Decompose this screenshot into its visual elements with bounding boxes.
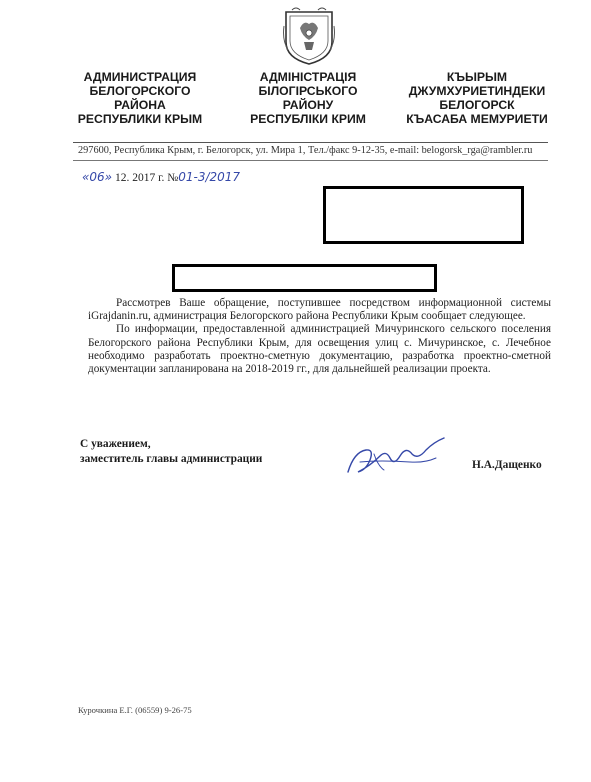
signer-name: Н.А.Дащенко <box>472 459 542 471</box>
header-right: КЪЫРЫМ ДЖУМХУРИЕТИНДЕКИ БЕЛОГОРСК КЪАСАБА МЕМУРИЕТИ <box>406 70 548 126</box>
signature-icon <box>340 432 450 482</box>
closing-regards: С уважением, <box>80 438 151 450</box>
body-paragraph: По информации, предоставленной администрацией Мичуринского сельского поселения Белогорского района Республики Крым, для освещения улиц с. Мичуринское, с. Лечебное необходимо разработать проектно-сметную документацию, разработка проектно-сметной документации запланирована на 2018-2019 гг., для дальнейшей реализации проекта. <box>88 323 551 376</box>
header-left: АДМИНИСТРАЦИЯ БЕЛОГОРСКОГО РАЙОНА РЕСПУБЛИКИ КРЫМ <box>77 70 203 126</box>
closing-block <box>80 437 262 467</box>
letter-body <box>88 297 551 376</box>
date-line <box>82 170 240 184</box>
header-divider-bottom <box>73 160 548 161</box>
executor-footer: Курочкина Е.Г. (06559) 9-26-75 <box>78 705 192 715</box>
header-divider-top <box>73 142 548 143</box>
document-number: 01-3/2017 <box>178 170 241 184</box>
body-paragraph: Рассмотрев Ваше обращение, поступившее посредством информационной системы iGrajdanin.ru, администрация Белогорского района Республики Крым сообщает следующее. <box>88 297 551 323</box>
redacted-salutation-box <box>172 264 437 292</box>
crimea-coat-of-arms-icon <box>282 6 336 66</box>
header-middle: АДМIНIСТРАЦIЯ БIЛОГIРСЬКОГО РАЙОНУ РЕСПУБЛIКИ КРИМ <box>250 70 366 126</box>
redacted-recipient-box <box>323 186 524 244</box>
date-month-year: 12. 2017 г. № <box>112 172 179 184</box>
signer-position: заместитель главы администрации <box>80 453 263 465</box>
address-line: 297600, Республика Крым, г. Белогорск, ул. Мира 1, Тел./факс 9-12-35, e-mail: belogorsk_rga@rambler.ru <box>78 145 533 156</box>
date-day: «06» <box>82 170 113 184</box>
